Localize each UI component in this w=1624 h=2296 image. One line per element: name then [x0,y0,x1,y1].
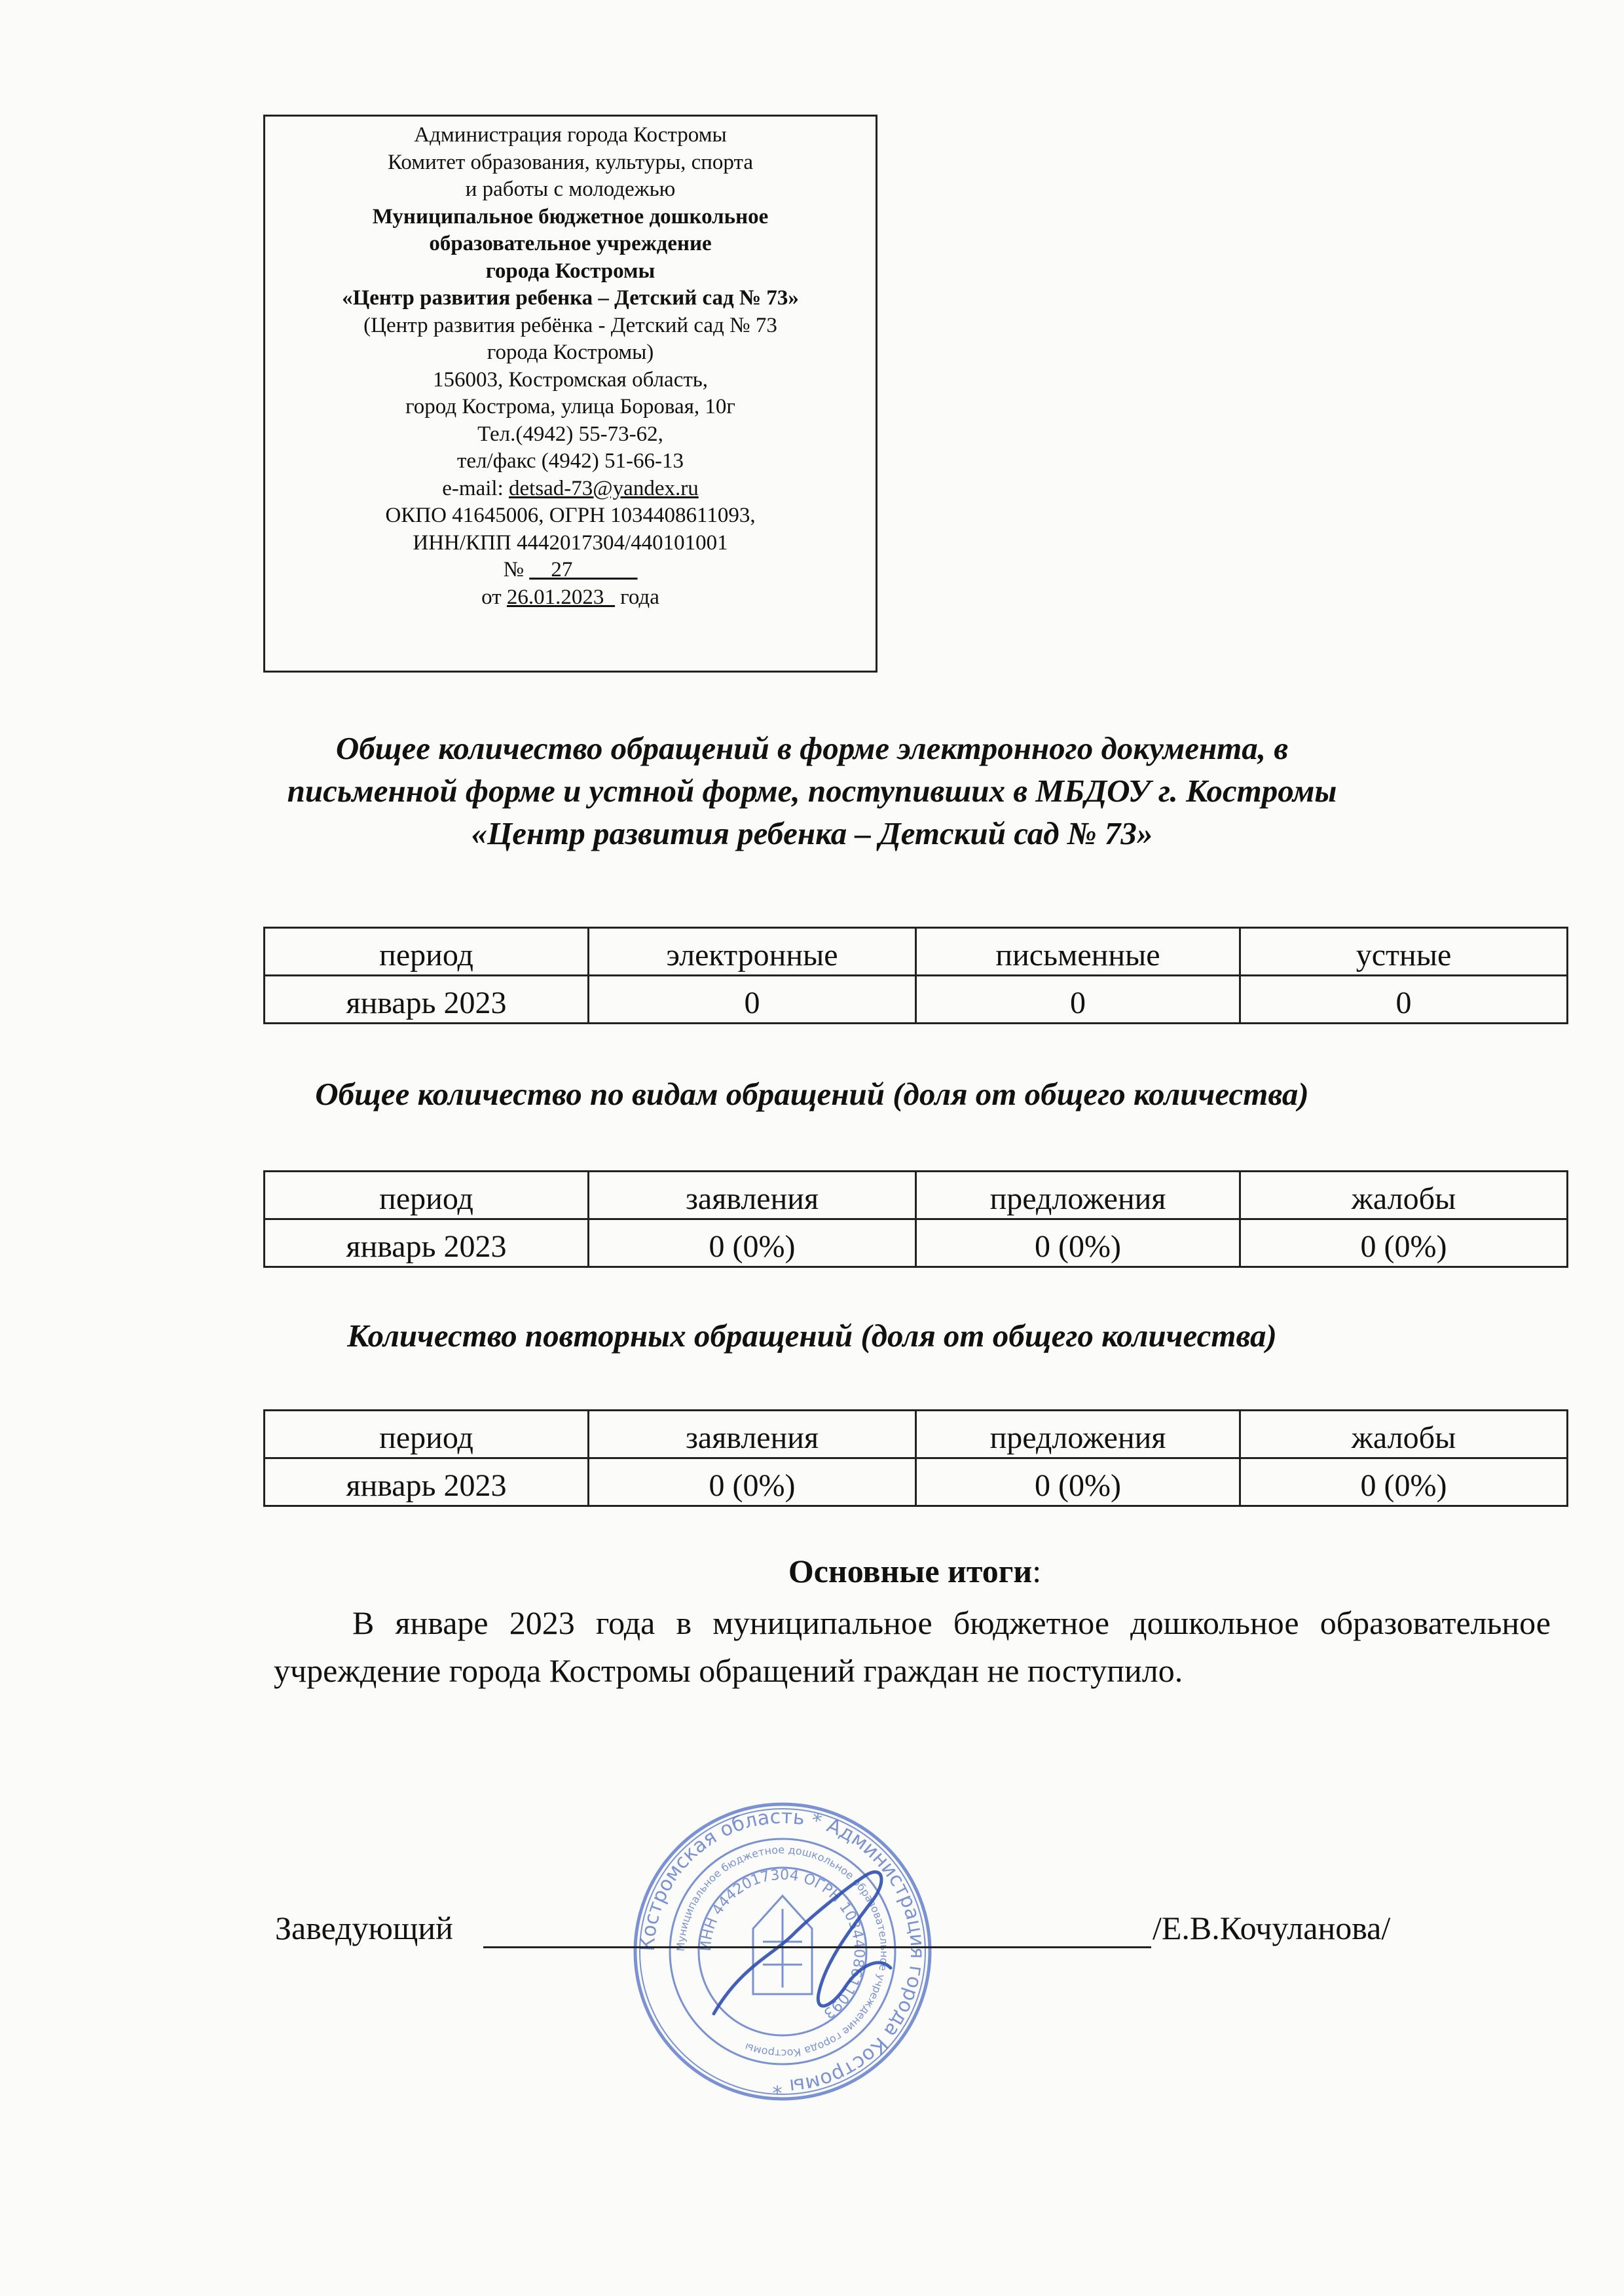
email-line [265,475,876,503]
letterhead-line: «Центр развития ребенка – Детский сад № 73» [342,286,799,310]
document-date [265,584,876,612]
letterhead-line: и работы с молодежью [465,177,676,201]
letterhead-line: образовательное учреждение [429,232,712,255]
document-number [265,557,876,584]
summary-title [263,1552,1566,1590]
header-cell: жалобы [1240,1411,1568,1458]
header-cell: жалобы [1240,1172,1568,1219]
summary-title-text: Основные итоги [788,1553,1033,1589]
header-cell: период [265,1172,589,1219]
date-label: от [481,585,502,609]
heading-line: «Центр развития ребенка – Детский сад № 73» [471,815,1153,851]
date-value: 26.01.2023_ [506,585,615,609]
table-by-type [263,1170,1568,1268]
table-cell: 0 [1240,976,1568,1024]
table-row [265,1219,1568,1267]
table-cell: 0 (0%) [1240,1219,1568,1267]
letterhead-line: города Костромы [485,259,655,283]
heading-repeat: Количество повторных обращений (доля от общего количества) [347,1318,1277,1354]
signature-position: Заведующий [275,1910,453,1946]
letterhead-codes: ИНН/КПП 4442017304/440101001 [413,530,728,555]
heading-by-type: Общее количество по видам обращений (доля от общего количества) [315,1076,1309,1112]
table-cell: 0 [589,976,916,1024]
header-cell: письменные [916,928,1240,976]
letterhead-line: тел/факс (4942) 51-66-13 [456,449,684,473]
letterhead-line: Администрация города Костромы [414,123,727,147]
table-row [265,976,1568,1024]
signature-line [483,1946,1151,1948]
stamp-middle-text: Муниципальное бюджетное дошкольное образовательное учреждение города Костромы [674,1843,891,2060]
letterhead-line: Муниципальное бюджетное дошкольное [372,204,769,229]
table-header-row [265,928,1568,976]
table-header-row [265,1172,1568,1219]
letterhead-line: 156003, Костромская область, [432,367,709,392]
header-cell: заявления [589,1411,916,1458]
table-cell: январь 2023 [265,1458,589,1506]
letterhead-codes: ОКПО 41645006, ОГРН 1034408611093, [385,504,756,527]
letterhead-line: Тел.(4942) 55-73-62, [477,422,663,446]
number-label: № [503,558,525,582]
letterhead-line: город Кострома, улица Боровая, 10г [405,395,735,418]
heading-line: Общее количество обращений в форме электронного документа, в [335,730,1289,766]
table-cell: январь 2023 [265,976,589,1024]
header-cell: устные [1240,928,1568,976]
table-cell: 0 (0%) [589,1458,916,1506]
letterhead-line: Комитет образования, культуры, спорта [388,150,753,174]
heading-total [183,727,1441,855]
email-label: e-mail: [442,476,504,500]
heading-line: письменной форме и устной форме, поступивших в МБДОУ г. Костромы [287,773,1337,809]
table-cell: январь 2023 [265,1219,589,1267]
letterhead-box [263,115,877,673]
number-value: __27______ [529,558,638,582]
table-cell: 0 [916,976,1240,1024]
signature-name: /Е.В.Кочуланова/ [1153,1910,1391,1946]
header-cell: заявления [589,1172,916,1219]
table-header-row [265,1411,1568,1458]
table-cell: 0 (0%) [589,1219,916,1267]
table-repeat [263,1409,1568,1507]
header-cell: период [265,928,589,976]
summary-title-colon: : [1032,1553,1042,1589]
official-stamp [629,1798,936,2105]
email-link[interactable]: detsad-73@yandex.ru [509,476,699,500]
letterhead-line: города Костромы) [487,341,654,364]
header-cell: электронные [589,928,916,976]
header-cell: предложения [916,1172,1240,1219]
letterhead-line: (Центр развития ребёнка - Детский сад № 73 [363,313,777,337]
summary-text: В январе 2023 года в муниципальное бюджетное дошкольное образовательное учреждение города Костромы обращений граждан не поступило. [274,1604,1551,1689]
header-cell: предложения [916,1411,1240,1458]
table-cell: 0 (0%) [1240,1458,1568,1506]
table-row [265,1458,1568,1506]
stamp-inner-text: ИНН 4442017304 ОГРН 1034408611093 [697,1866,868,2022]
table-cell: 0 (0%) [916,1458,1240,1506]
stamp-outer-text: Костромская область * Администрация города Костромы * [636,1805,929,2098]
table-by-form [263,927,1568,1024]
date-suffix: года [620,585,659,609]
header-cell: период [265,1411,589,1458]
table-cell: 0 (0%) [916,1219,1240,1267]
